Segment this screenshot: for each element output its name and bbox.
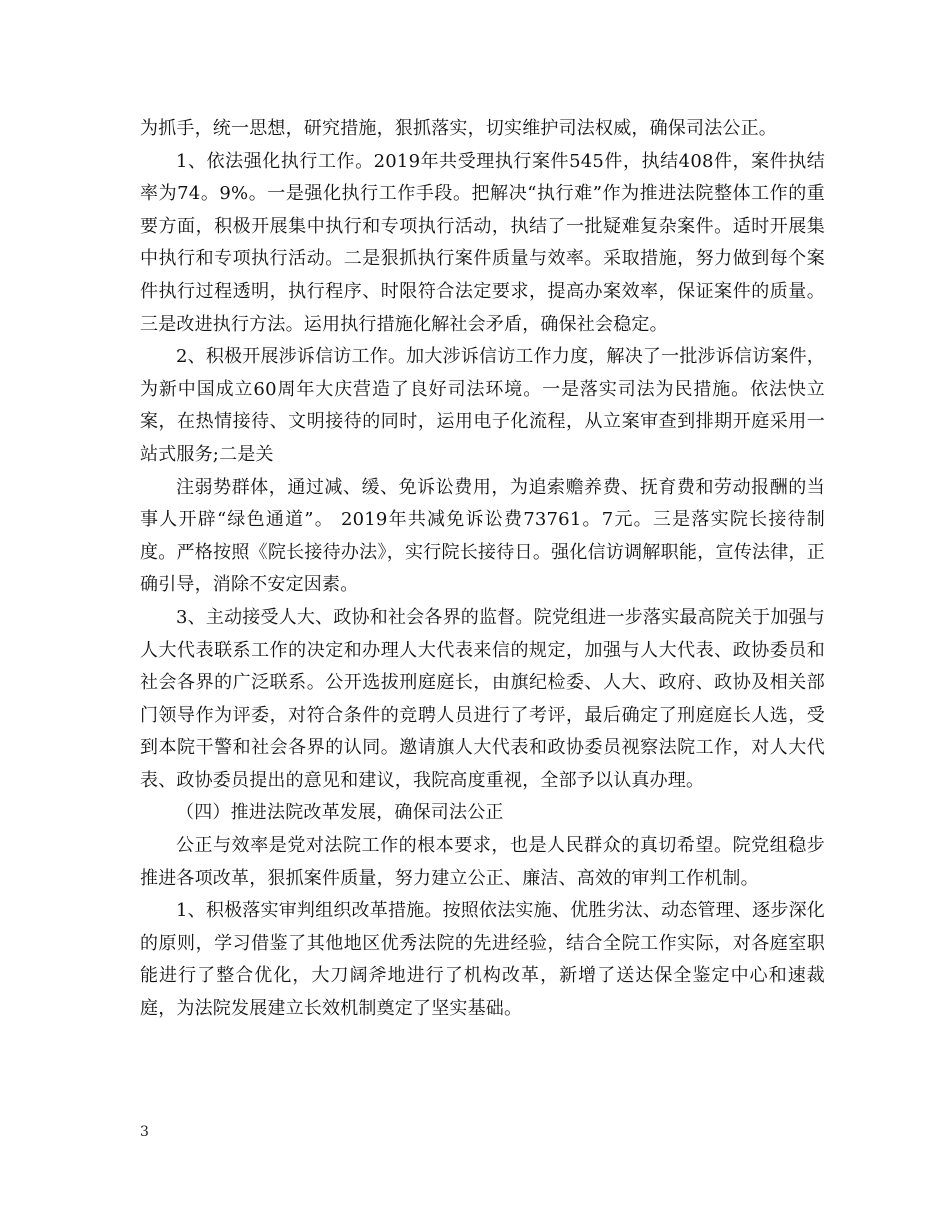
paragraph-8: 1、积极落实审判组织改革措施。按照依法实施、优胜劣汰、动态管理、逐步深化的原则，学习借鉴了其他地区优秀法院的先进经验，结合全院工作实际，对各庭室职能进行了整合优化，大刀阔斧地进行了机构改革，新增了送达保全鉴定中心和速裁庭，为法院发展建立长效机制奠定了坚实基础。 [140,900,825,1020]
document-body [140,113,825,1026]
page-number: 3 [140,1124,149,1140]
paragraph-7: 公正与效率是党对法院工作的根本要求，也是人民群众的真切希望。院党组稳步推进各项改革，狠抓案件质量，努力建立公正、廉洁、高效的审判工作机制。 [140,835,825,889]
paragraph-1: 为抓手，统一思想，研究措施，狠抓落实，切实维护司法权威，确保司法公正。 [140,118,777,139]
section-heading: （四）推进法院改革发展，确保司法公正 [176,802,504,824]
paragraph-5: 3、主动接受人大、政协和社会各界的监督。院党组进一步落实最高院关于加强与人大代表联系工作的决定和办理人大代表来信的规定，加强与人大代表、政协委员和社会各界的广泛联系。公开选拔刑庭庭长，由旗纪检委、人大、政府、政协及相关部门领导作为评委，对符合条件的竞聘人员进行了考评，最后确定了刑庭庭长人选，受到本院干警和社会各界的认同。邀请旗人大代表和政协委员视察法院工作，对人大代表、政协委员提出的意见和建议，我院高度重视，全部予以认真办理。 [140,606,825,791]
paragraph-4: 注弱势群体，通过减、缓、免诉讼费用，为追索赡养费、抚育费和劳动报酬的当事人开辟“绿色通道”。 2019年共减免诉讼费73761。7元。三是落实院长接待制度。严格按照《院长接待办法》，实行院长接待日。强化信访调解职能，宣传法律，正确引导，消除不安定因素。 [140,476,825,596]
paragraph-3: 2、积极开展涉诉信访工作。加大涉诉信访工作力度，解决了一批涉诉信访案件，为新中国成立60周年大庆营造了良好司法环境。一是落实司法为民措施。依法快立案，在热情接待、文明接待的同时，运用电子化流程，从立案审查到排期开庭采用一站式服务;二是关 [140,346,825,465]
paragraph-2: 1、依法强化执行工作。2019年共受理执行案件545件，执结408件，案件执结率为74。9%。一是强化执行工作手段。把解决“执行难”作为推进法院整体工作的重要方面，积极开展集中执行和专项执行活动，执结了一批疑难复杂案件。适时开展集中执行和专项执行活动。二是狠抓执行案件质量与效率。采取措施，努力做到每个案件执行过程透明，执行程序、时限符合法定要求，提高办案效率，保证案件的质量。三是改进执行方法。运用执行措施化解社会矛盾，确保社会稳定。 [140,150,825,335]
